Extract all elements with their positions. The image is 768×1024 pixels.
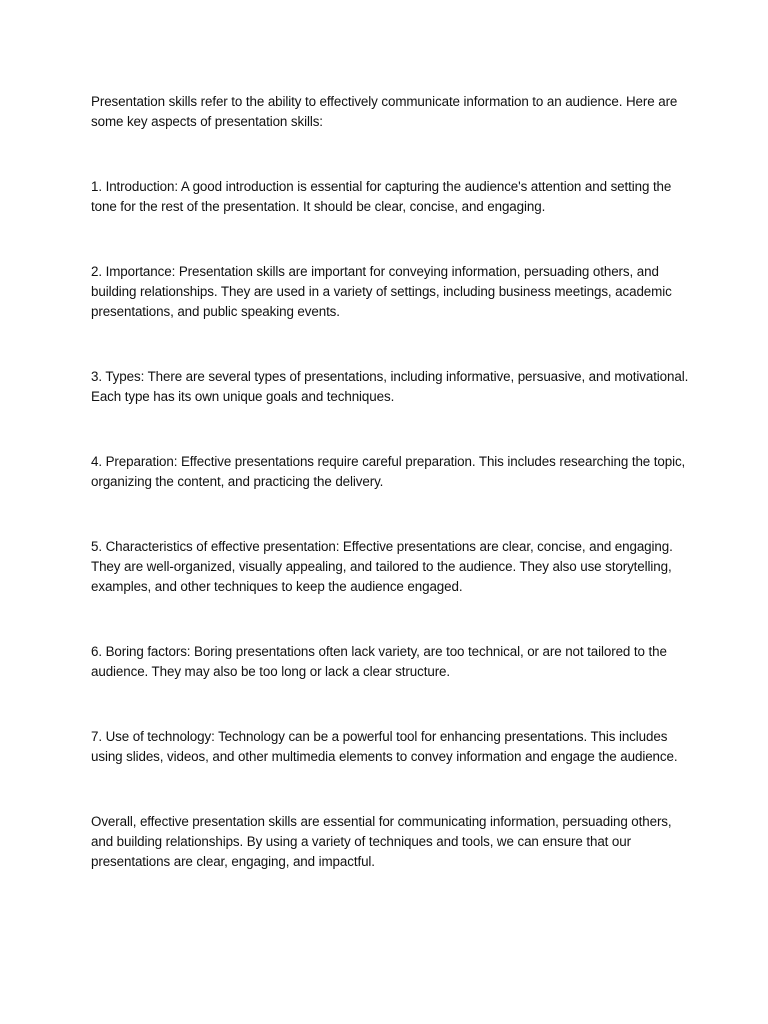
conclusion-paragraph: Overall, effective presentation skills are essential for communicating information, persuading others, and building relationships. By using a variety of techniques and tools, we can ensure that our presentations are clear, engaging, and impactful. [91, 814, 672, 869]
document-body [91, 92, 691, 872]
intro-paragraph: Presentation skills refer to the ability to effectively communicate information to an audience. Here are some key aspects of presentation skills: [91, 94, 678, 129]
types-paragraph: 3. Types: There are several types of presentations, including informative, persuasive, and motivational. Each type has its own unique goals and techniques. [91, 369, 689, 404]
preparation-paragraph: 4. Preparation: Effective presentations require careful preparation. This includes researching the topic, organizing the content, and practicing the delivery. [91, 454, 686, 489]
characteristics-paragraph: 5. Characteristics of effective presentation: Effective presentations are clear, concise, and engaging. They are well-organized, visually appealing, and tailored to the audience. They also use storytelling, examples, and other techniques to keep the audience engaged. [91, 539, 673, 594]
introduction-paragraph: 1. Introduction: A good introduction is essential for capturing the audience's attention and setting the tone for the rest of the presentation. It should be clear, concise, and engaging. [91, 179, 672, 214]
boring-factors-paragraph: 6. Boring factors: Boring presentations often lack variety, are too technical, or are not tailored to the audience. They may also be too long or lack a clear structure. [91, 644, 667, 679]
technology-paragraph: 7. Use of technology: Technology can be a powerful tool for enhancing presentations. This includes using slides, videos, and other multimedia elements to convey information and engage the audience. [91, 729, 678, 764]
importance-paragraph: 2. Importance: Presentation skills are important for conveying information, persuading others, and building relationships. They are used in a variety of settings, including business meetings, academic presentations, and public speaking events. [91, 264, 672, 319]
